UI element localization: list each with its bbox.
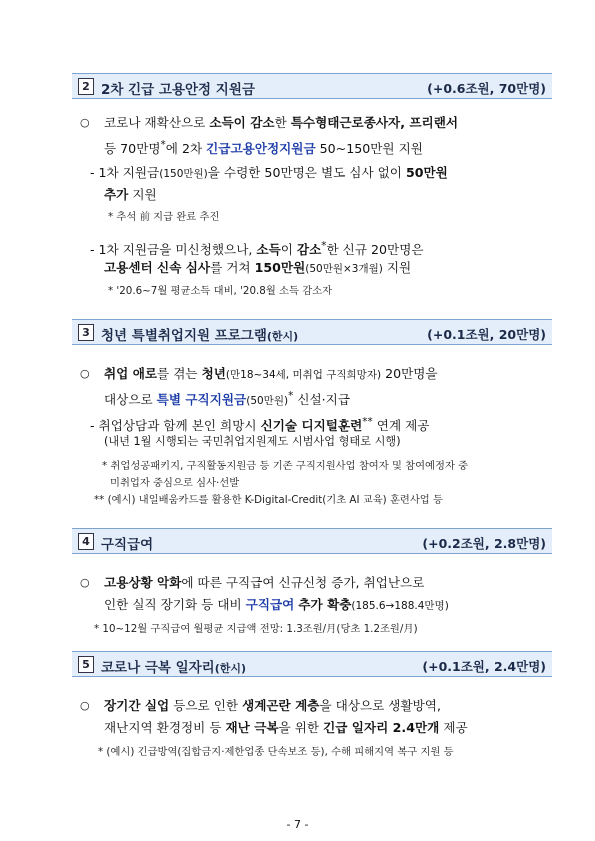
footnote: * 추석 前 지급 완료 추진 [108,211,220,223]
bullet: ○ [80,116,90,129]
section-header-3 [72,319,552,345]
section-title: 코로나 극복 일자리(한시) [101,660,247,676]
bullet: ○ [80,576,90,589]
bullet: ○ [80,699,90,712]
footnote: 미취업자 중심으로 심사·선발 [110,477,240,489]
bullet: ○ [80,367,90,380]
sub-item-line: 고용센터 신속 심사를 거쳐 150만원(50만원×3개월) 지원 [104,260,412,275]
page-number: - 7 - [286,818,309,831]
paragraph-line: 고용상황 악화에 따른 구직급여 신규신청 증가, 취업난으로 [104,575,425,590]
section-number: 4 [78,533,94,550]
section-header-2 [72,73,552,99]
sub-item-line: - 취업상담과 함께 본인 희망시 신기술 디지털훈련** 연계 제공 [90,416,430,434]
footnote: * (예시) 긴급방역(집합금지·제한업종 단속보조 등), 수해 피해지역 복구 지원 등 [98,746,454,758]
sub-item-line: 추가 지원 [104,187,157,202]
paragraph-line: 코로나 재확산으로 소득이 감소한 특수형태근로종사자, 프리랜서 [104,115,459,130]
paragraph-line: 취업 애로를 겪는 청년(만18~34세, 미취업 구직희망자) 20만명을 [104,366,438,381]
paragraph-line: 재난지역 환경정비 등 재난 극복을 위한 긴급 일자리 2.4만개 제공 [104,720,468,735]
footnote: * 10~12월 구직급여 월평균 지급액 전망: 1.3조원/月(당초 1.2조원/月) [94,623,418,635]
section-number: 5 [78,656,94,673]
section-amount: (+0.1조원, 2.4만명) [422,659,546,674]
section-number: 2 [78,78,94,95]
footnote: ** (예시) 내일배움카드를 활용한 K-Digital-Credit(기초 AI 교육) 훈련사업 등 [94,494,443,506]
paragraph-line: 장기간 실업 등으로 인한 생계곤란 계층을 대상으로 생활방역, [104,698,441,713]
section-title: 2차 긴급 고용안정 지원금 [101,82,255,98]
section-title: 청년 특별취업지원 프로그램(한시) [101,328,299,344]
paragraph-line: 등 70만명*에 2차 긴급고용안정지원금 50~150만원 지원 [104,139,423,157]
sub-item-line: - 1차 지원금(150만원)을 수령한 50만명은 별도 심사 없이 50만원 [90,165,448,180]
section-title: 구직급여 [101,537,154,553]
section-header-5 [72,651,552,677]
paragraph-line: 인한 실직 장기화 등 대비 구직급여 추가 확충(185.6→188.4만명) [104,597,449,612]
sub-item-line: (내년 1월 시행되는 국민취업지원제도 시범사업 형태로 시행) [104,435,401,448]
section-number: 3 [78,324,94,341]
sub-item-line: - 1차 지원금을 미신청했으나, 소득이 감소*한 신규 20만명은 [90,240,424,258]
paragraph-line: 대상으로 특별 구직지원금(50만원)* 신설·지급 [104,390,350,408]
footnote: * 취업성공패키지, 구직활동지원금 등 기존 구직지원사업 참여자 및 참여예정자 중 [102,460,469,472]
section-amount: (+0.6조원, 70만명) [427,81,546,96]
footnote: * '20.6~7월 평균소득 대비, '20.8월 소득 감소자 [108,285,333,297]
section-amount: (+0.2조원, 2.8만명) [422,536,546,551]
section-amount: (+0.1조원, 20만명) [427,327,546,342]
section-header-4 [72,528,552,554]
